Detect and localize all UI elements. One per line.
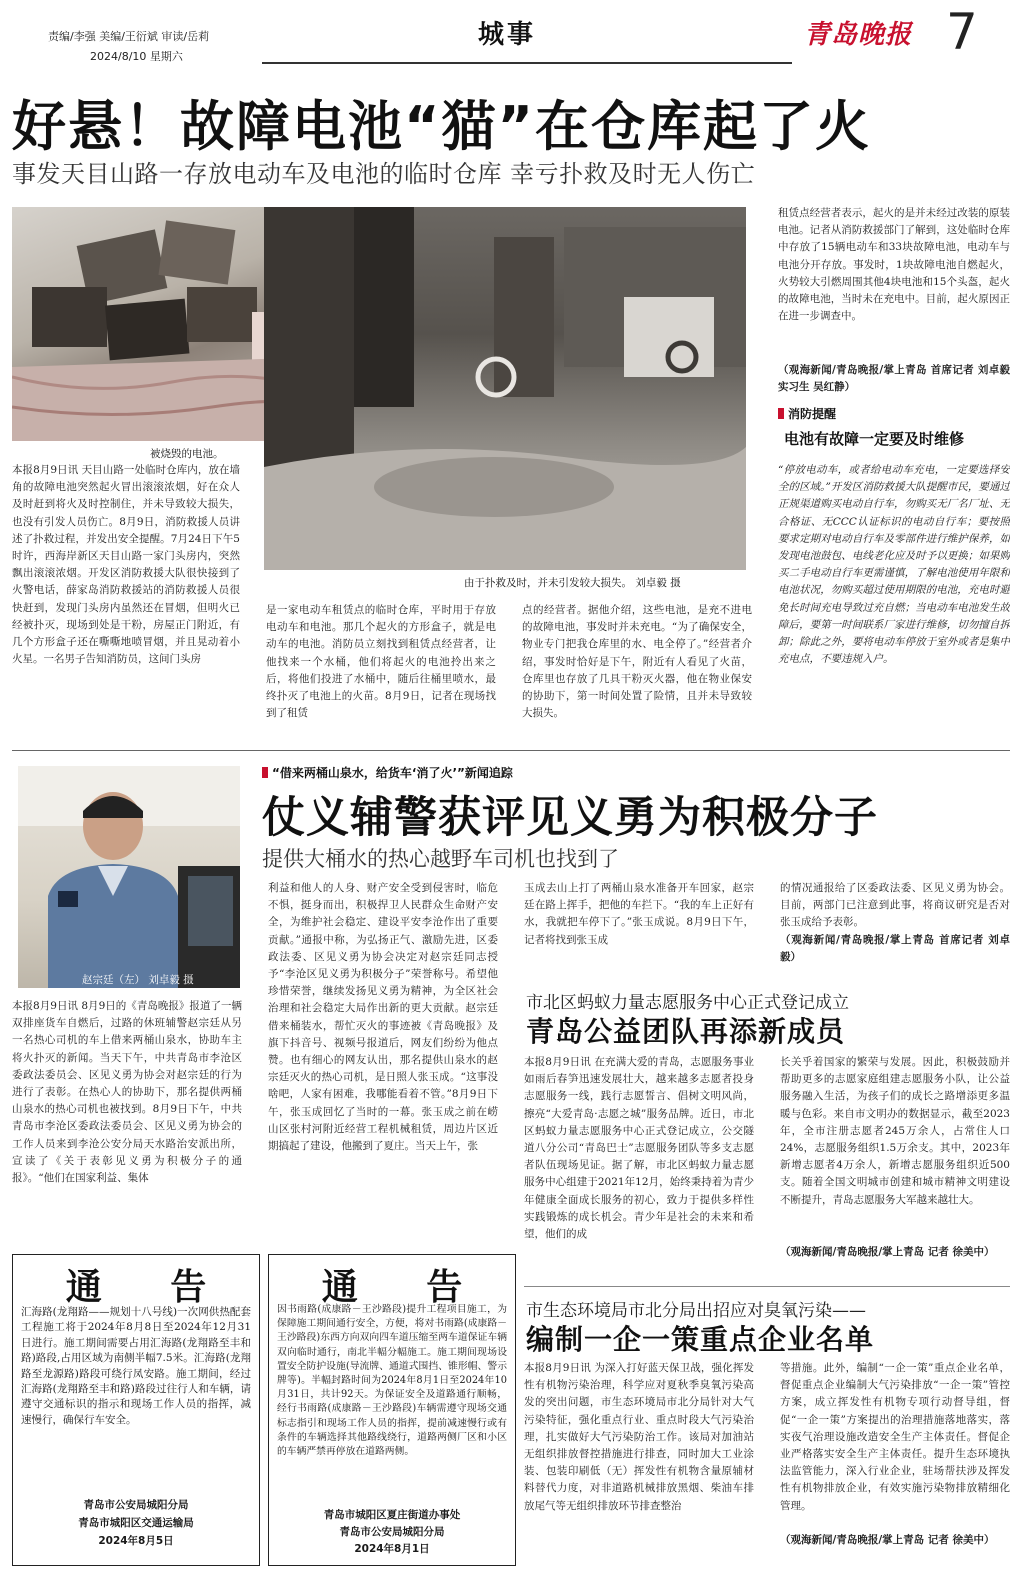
story3-column-a: 本报8月9日讯 在充满大爱的青岛，志愿服务事业如雨后春笋迅速发展壮大，越来越多志愿者投身志愿服务一线，践行志愿誓言、倡树文明风尚，擦亮“大爱青岛·志愿之城”服务品牌。近日，市北区蚂蚁力量志愿服务中心正式登记成立，公交隧道八分公司“青岛巴士”志愿服务团队等多支志愿者队伍现场见证。据了解，市北区蚂蚁力量志愿服务中心组建于2021年12月，始终秉持着为青少年健康全面成长服务的初心，致力于提供多样性实践锻炼的成长机会。青少年是社会的未来和希望，他们的成 (524, 1056, 754, 1241)
fire-tip-label (778, 405, 836, 422)
story1-column-c: 点的经营者。据他介绍，这些电池，是充不进电的故障电池，事发时并未充电。“为了确保安全，物业专门把我仓库里的水、电全停了。”经营者介绍，事发时恰好是下午，附近有人看见了火苗，仓库里也存放了几具干粉灭火器，他在物业保安的协助下，第一时间处置了险情，且并未导致较大损失。 (522, 604, 752, 720)
story2-byline: （观海新闻/青岛晚报/掌上青岛 首席记者 刘卓毅） (780, 934, 1010, 964)
story3-bottom-rule (524, 1286, 1010, 1287)
notice2-title: 通 告 (321, 1267, 491, 1308)
fire-tip-body: “停放电动车，或者给电动车充电，一定要选择安全的区域。”开发区消防救援大队提醒市民，要通过正规渠道购买电动自行车，勿购买无厂名厂址、无合格证、无CCC认证标识的电动自行车；要按照要求定期对电动自行车及零部件进行维护保养，如发现电池鼓包、电线老化应及时予以更换；如果购买二手电动自行车更需谨慎，了解电池使用年限和电池状况，勿购买超过使用期限的电池，充电时避免长时间充电导致过充自燃；当电动车电池发生故障后，要第一时间联系厂家进行维修，切勿擅自拆卸；除此之外，要将电动车停放于室外或者是集中充电点，不要违规入户。 (778, 464, 1010, 666)
police-photo-caption: 赵宗廷（左） 刘卓毅 摄 (82, 974, 194, 986)
page-number: 7 (946, 3, 978, 61)
notice-box-1 (12, 1254, 260, 1566)
notice1-body: 汇海路(龙翔路——规划十八号线)一次网供热配套工程施工将于2024年8月8日至2024年12月31日进行。施工期间需要占用汇海路(龙翔路至丰和路)路段,占用区域为南侧半幅7.5米。汇海路(龙翔路至龙源路)路段可绕行凤安路。施工期间，经过汇海路(龙翔路至丰和路)路段过往行人和车辆，请遵守交通标识的指示和现场工作人员的指挥，减速慢行，确保行车安全。 (21, 1306, 251, 1426)
story4-headline: 编制一企一策重点企业名单 (526, 1323, 875, 1356)
notice2-signature-2: 青岛市公安局城阳分局 (339, 1526, 445, 1538)
story1-column-d: 租赁点经营者表示，起火的是并未经过改装的原装电池。记者从消防救援部门了解到，这处临时仓库中存放了15辆电动车和33块故障电池，电动车与电池分开存放。事发时，1块故障电池自燃起火，火势较大引燃周围其他4块电池和15个头盔，起火的故障电池，当时未在充电中。目前，起火原因正在进一步调查中。 (778, 207, 1010, 323)
photo1-caption: 被烧毁的电池。 (150, 448, 224, 460)
story1-bottom-rule (12, 750, 1010, 751)
story3-column-b: 长关乎着国家的繁荣与发展。因此，积极鼓励并帮助更多的志愿家庭组建志愿服务小队，让公益服务融入生活，为孩子们的成长之路增添更多温暖与色彩。来自市文明办的数据显示，截至2023年，全市注册志愿者245万余人，占常住人口24%，志愿服务组织1.5万余支。其中，2023年新增志愿者4万余人，新增志愿服务组织近500支。随着全国文明城市创建和城市精神文明建设不断提升，青岛志愿服务大军越来越壮大。 (780, 1056, 1010, 1206)
warehouse-fire-photo (264, 207, 746, 570)
fire-tip-label-text: 消防提醒 (788, 407, 837, 421)
story2-column-b: 利益和他人的人身、财产安全受到侵害时，临危不惧，挺身而出，积极捍卫人民群众生命财产安全，为维护社会稳定、建设平安李沧作出了重要贡献。”通报中称，为弘扬正气、激励先进，区委政法委、区见义勇为协会决定对赵宗廷同志授予“李沧区见义勇为积极分子”荣誉称号。希望他珍惜荣誉，继续发扬见义勇为精神，为全区社会治理和社会稳定大局作出新的更大贡献。赵宗廷借来桶装水，帮忙灭火的事迹被《青岛晚报》及旗下抖音号、视频号报道后，网友们纷纷为他点赞。也有细心的网友认出，那名提供山泉水的赵宗廷灭火的热心司机，是日照人张玉成。“这事没啥吧，人家有困难，我哪能看着不管。”8月9日下午，张玉成回忆了当时的一幕。张玉成之前在崂山区张村河附近经营工程机械租赁，周边片区近期搞起了建设，他搬到了夏庄。当天上午，张 (268, 882, 498, 1153)
story2-kicker-text: “借来两桶山泉水，给货车‘消了火’”新闻追踪 (272, 766, 513, 780)
story2-headline: 仗义辅警获评见义勇为积极分子 (262, 793, 878, 843)
story1-headline: 好悬！故障电池“猫”在仓库起了火 (12, 95, 871, 158)
header-editors: 责编/李强 美编/王衍斌 审读/岳莉 (48, 30, 210, 43)
story1-subhead: 事发天目山路一存放电动车及电池的临时仓库 幸亏扑救及时无人伤亡 (12, 160, 756, 188)
header-rule (262, 62, 792, 64)
story4-column-a: 本报8月9日讯 为深入打好蓝天保卫战，强化挥发性有机物污染治理，科学应对夏秋季臭氧污染高发的突出问题，市生态环境局市北分局针对大气污染特征，强化重点行业、重点时段大气污染治理，扎实做好大气污染防治工作。该局对加油站无组织排放督控措施进行排查，同时加大工业涂装、包装印刷低（无）挥发性有机物含量原辅材料替代力度，对非道路机械排放黑烟、柴油车排放尾气等无组织排放环节排查整治 (524, 1362, 754, 1512)
notice1-signature-2: 青岛市城阳区交通运输局 (78, 1517, 194, 1529)
red-marker (778, 408, 784, 419)
story4-kicker: 市生态环境局市北分局出招应对臭氧污染—— (526, 1301, 866, 1321)
story1-byline: （观海新闻/青岛晚报/掌上青岛 首席记者 刘卓毅 实习生 吴红静） (778, 364, 1010, 394)
story2-column-d: 的情况通报给了区委政法委、区见义勇为协会。目前，两部门已注意到此事，将商议研究是否对张玉成给予表彰。 (780, 882, 1010, 929)
story4-byline: （观海新闻/青岛晚报/掌上青岛 记者 徐美中） (780, 1534, 995, 1546)
red-marker (262, 767, 268, 778)
photo2-caption: 由于扑救及时，并未引发较大损失。 刘卓毅 摄 (464, 577, 681, 589)
story3-headline: 青岛公益团队再添新成员 (526, 1015, 846, 1048)
story3-byline: （观海新闻/青岛晚报/掌上青岛 记者 徐美中） (780, 1246, 995, 1258)
story1-column-b: 是一家电动车租赁点的临时仓库，平时用于存放电动车和电池。那几个起火的方形盒子，就是电动车的电池。消防员立刻找到租赁点经营者，让他找来一个水桶，他们将起火的电池拎出来之后，将他们投进了水桶中，随后往桶里喷水，最终扑灭了电池上的火苗。8月9日，记者在现场找到了租赁 (266, 604, 496, 720)
brand-logo: 青岛晚报 (804, 20, 913, 50)
story3-kicker: 市北区蚂蚁力量志愿服务中心正式登记成立 (526, 993, 849, 1013)
auxiliary-police-photo (18, 766, 240, 988)
notice2-date: 2024年8月1日 (354, 1543, 430, 1555)
story2-column-c: 玉成去山上打了两桶山泉水准备开车回家，赵宗廷在路上挥手，把他的车拦下。“我的车上正好有水，我就把车停下了。”张玉成说。8月9日下午，记者将找到张玉成 (524, 882, 754, 946)
notice1-date: 2024年8月5日 (98, 1535, 174, 1547)
notice1-signature-1: 青岛市公安局城阳分局 (83, 1499, 189, 1511)
notice2-signature-1: 青岛市城阳区夏庄街道办事处 (323, 1509, 461, 1521)
notice-box-2 (268, 1254, 516, 1566)
story1-column-a: 本报8月9日讯 天目山路一处临时仓库内，放在墙角的故障电池突然起火冒出滚滚浓烟，好在众人及时赶到将火及时控制住，并未导致较大损失，也没有引发人员伤亡。8月9日，消防救援人员讲述了扑救过程，并发出安全提醒。7月24日下午5时许，西海岸新区天目山路一家门头房内，突然飘出滚滚浓烟。开发区消防救援大队很快接到了火警电话，薛家岛消防救援站的消防救援人员很快赶到，发现门头房内虽然还在冒烟，但明火已经被扑灭，现场到处是干粉，房屋正门附近，有几个方形盒子还在嘶嘶地喷冒烟，并且晃动着小火星。一名男子告知消防员，这间门头房 (12, 464, 240, 666)
notice2-body: 因书雨路(成康路－王沙路段)提升工程项目施工，为保障施工期间通行安全，方便，将对书雨路(成康路－王沙路段)东西方向双向四车道压缩至两车道保证车辆双向临时通行，南北半幅分幅施工。施工期间现场设置安全防护设施(导流牌、通道式围挡、锥形帽、警示牌等)。半幅封路时间为2024年8月1日至2024年10月31日，共计92天。为保证安全及道路通行顺畅，经行书雨路(成康路－王沙路段)车辆需遵守现场交通标志指引和现场工作人员的指挥，提前减速慢行或有条件的车辆选择其他路线绕行，道路两侧厂区和小区的车辆严禁再停放在道路两侧。 (277, 1304, 507, 1458)
section-title: 城事 (478, 20, 537, 50)
story4-column-b: 等措施。此外，编制“一企一策”重点企业名单，督促重点企业编制大气污染排放“一企一策”管控方案，成立挥发性有机物专项行动督导组，督促“一企一策”方案提出的治理措施落地落实，落实夜气治理设施改造安全生产主体责任。督促企业严格落实安全生产主体责任。提升生态环境执法监管能力，深入行业企业，驻场帮扶涉及挥发性有机物排放企业，有效实施污染物排放精细化管理。 (780, 1362, 1010, 1512)
story2-kicker (262, 764, 513, 781)
story2-column-a: 本报8月9日讯 8月9日的《青岛晚报》报道了一辆双排座货车自燃后，过路的休班辅警赵宗廷从另一名热心司机的车上借来两桶山泉水，协助车主将火扑灭的新闻。当天下午，中共青岛市李沧区委政法委员会、区见义勇为协会对赵宗廷的行为进行了表彰。在热心人的协助下，那名提供两桶山泉水的热心司机也被找到。8月9日下午，中共青岛市李沧区委政法委员会、区见义勇为协会的工作人员来到李沧公安分局天水路治安派出所，宣读了《关于表彰见义勇为积极分子的通报》。“他们在国家利益、集体 (12, 1000, 242, 1185)
header-date: 2024/8/10 星期六 (90, 50, 183, 63)
fire-tip-title: 电池有故障一定要及时维修 (784, 430, 965, 448)
notice1-title: 通 告 (65, 1267, 235, 1308)
story2-subhead: 提供大桶水的热心越野车司机也找到了 (262, 847, 619, 871)
